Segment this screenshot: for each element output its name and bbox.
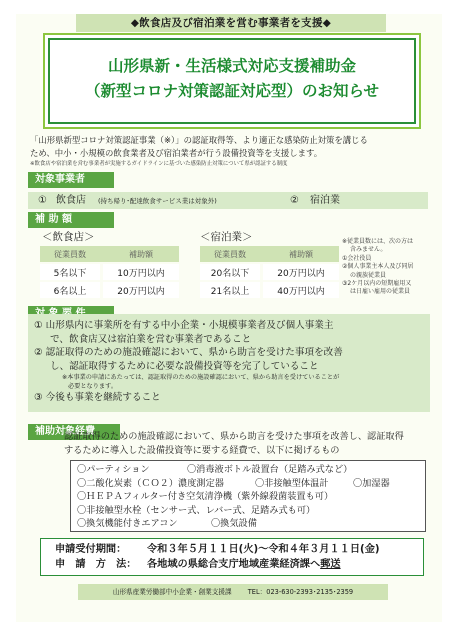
restaurant-col-amount: 補助額 [103, 246, 179, 262]
side-note-line: の親族従業員 [350, 271, 387, 279]
expenses-line-2: するために導入した設備投資等に要する経費で、以下に掲げるもの [64, 444, 340, 456]
table-cell: 6名以上 [40, 282, 100, 298]
title-line-1: 山形県新・生活様式対応支援補助金 [107, 57, 356, 75]
table-cell: 20名以下 [200, 264, 260, 280]
target-item2-number: ② [290, 195, 299, 206]
requirement-3: ③ 今後も事業を継続すること [34, 392, 161, 403]
application-method-row [55, 557, 409, 572]
application-period-label: 申請受付期間： [55, 544, 127, 555]
application-period-value: 令和３年５月１１日(火)～令和４年３月１１日(金) [147, 544, 380, 555]
requirement-2-note-1: ※本事業の申請にあたっては、認証取得のための施設確認において、県から助言を受けていることが [62, 374, 340, 381]
application-period-row [55, 542, 409, 557]
requirement-1-line-2: で、飲食店又は宿泊業を営む事業者であること [50, 333, 252, 345]
footer-department: 山形県産業労働部中小企業・創業支援課 [112, 588, 232, 596]
table-cell: 10万円以内 [103, 264, 179, 280]
equipment-item: 〇二酸化炭素（ＣＯ２）濃度測定器 [77, 477, 224, 489]
eligible-equipment-box [70, 460, 426, 532]
side-note-line: は日雇い雇用の従業員 [350, 288, 411, 296]
equipment-item: 〇非接触型体温計 [255, 477, 329, 489]
equipment-item: 〇換気設備 [211, 518, 257, 529]
target-item1-number: ① [38, 195, 47, 206]
footer-phone: TEL：023-630-2393･2135･2359 [247, 588, 354, 596]
lodging-heading: ＜宿泊業＞ [200, 231, 253, 243]
section-label-target: 対象事業者 [28, 172, 114, 188]
requirement-1-line-1: ① 山形県内に事業所を有する中小企業・小規模事業者及び個人事業主 [34, 320, 334, 331]
lodging-col-employees: 従業員数 [200, 246, 260, 262]
expenses-description [64, 430, 434, 457]
table-cell: 5名以下 [40, 264, 100, 280]
equipment-item: 〇消毒液ボトル設置台（足踏み式など） [187, 464, 353, 475]
table-cell: 20万円以内 [103, 282, 179, 298]
lodging-subsidy-table [200, 246, 339, 298]
equipment-row [77, 517, 419, 531]
target-item1-note: (持ち帰り･配達飲食サービス業は対象外) [98, 197, 217, 205]
contact-footer [78, 584, 388, 600]
application-method-value: 各地域の県総合支庁地域産業経済課へ [147, 559, 321, 570]
requirement-2-line-2: し、認証取得するために必要な設備投資等を完了していること [50, 360, 319, 372]
intro-paragraph [30, 134, 436, 169]
employee-count-note [342, 238, 438, 297]
section-label-subsidy: 補 助 額 [28, 212, 114, 228]
table-cell: 20万円以内 [263, 264, 339, 280]
restaurant-heading: ＜飲食店＞ [42, 231, 95, 243]
intro-line-1: 「山形県新型コロナ対策認証事業（※）」の認証取得等、より適正な感染防止対策を講じる [30, 135, 368, 145]
side-note-line: ①会社役員 [342, 254, 372, 262]
application-method-label: 申 請 方 法： [55, 559, 137, 570]
equipment-item: 〇加湿器 [353, 477, 390, 489]
requirements-box [28, 314, 430, 412]
target-item2-label: 宿泊業 [310, 195, 340, 206]
restaurant-subsidy-table [40, 246, 179, 298]
flyer-page [16, 14, 442, 622]
application-method-mail: 郵送 [320, 559, 341, 570]
equipment-row [77, 463, 419, 477]
equipment-item: 〇パーティション [77, 464, 150, 475]
target-band [28, 192, 428, 209]
equipment-item: 〇非接触型水栓（センサー式、レバー式、足踏み式も可） [77, 504, 316, 516]
application-box [40, 538, 424, 576]
equipment-row [77, 504, 419, 518]
lodging-col-amount: 補助額 [263, 246, 339, 262]
side-note-line: ②個人事業主本人及び同居 [342, 263, 414, 271]
equipment-row [77, 490, 419, 504]
equipment-item: 〇換気機能付きエアコン [77, 518, 178, 529]
title-line-2: （新型コロナ対策認証対応型）のお知らせ [84, 82, 380, 100]
side-note-line: 含みません。 [350, 246, 387, 254]
intro-line-2: ため、中小・小規模の飲食業者及び宿泊業者が行う設備投資等を支援します。 [30, 148, 323, 158]
requirement-2-line-1: ② 認証取得のための施設確認において、県から助言を受けた事項を改善 [34, 347, 343, 358]
table-cell: 21名以上 [200, 282, 260, 298]
section-label-expenses: 補助対象経費 [28, 424, 120, 440]
title-box [48, 38, 416, 124]
table-cell: 40万円以内 [263, 282, 339, 298]
equipment-row [77, 477, 419, 491]
intro-note: ※飲食店や宿泊業を営む事業者が実施するガイドラインに基づいた感染防止対策について県が認証する制度 [30, 161, 288, 167]
equipment-item: 〇ＨＥＰＡフィルター付き空気清浄機（紫外線殺菌装置も可） [77, 491, 334, 502]
side-note-line: ③2ケ月以内の短期雇用又 [342, 280, 412, 288]
target-item1-label: 飲食店 [56, 195, 86, 206]
requirement-2-note-2: 必要となります。 [68, 383, 118, 390]
expenses-line-1: 認証取得のための施設確認において、県から助言を受けた事項を改善し、認証取得 [64, 431, 404, 442]
side-note-line: ※従業員数には、次の方は [342, 238, 414, 245]
support-banner: ◆飲食店及び宿泊業を営む事業者を支援◆ [76, 14, 386, 32]
restaurant-col-employees: 従業員数 [40, 246, 100, 262]
